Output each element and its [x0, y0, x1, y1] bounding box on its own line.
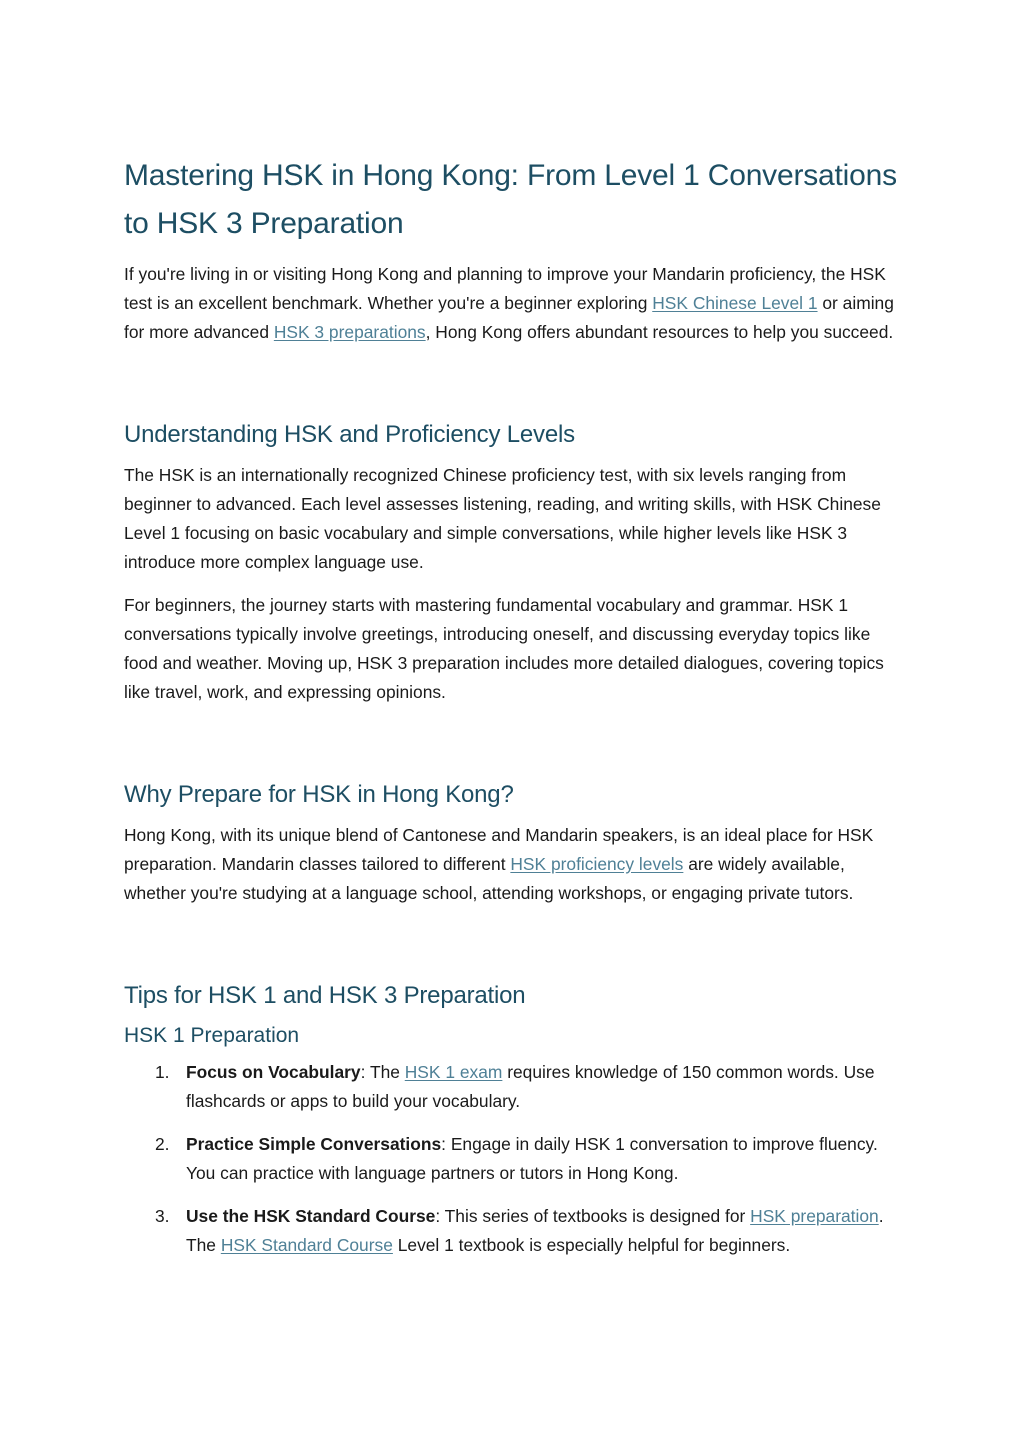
section-heading-understanding: Understanding HSK and Proficiency Levels: [124, 421, 575, 448]
link-hsk-chinese-level-1[interactable]: HSK Chinese Level 1: [652, 293, 818, 313]
intro-paragraph: [124, 260, 904, 347]
spacer: [124, 361, 904, 419]
intro-text-1: If you're living in or visiting Hong Kong and planning to improve your Mandarin proficiency, the HSK test is an excellent benchmark. Whether you're a beginner exploring: [124, 264, 886, 313]
list-item-text: . The: [186, 1206, 884, 1255]
list-item-text: requires knowledge of 150 common words. Use flashcards or apps to build your vocabulary.: [186, 1062, 875, 1111]
intro-text-2: or aiming for more advanced: [124, 293, 894, 342]
list-item: [124, 1202, 904, 1260]
section1-paragraph-1: The HSK is an internationally recognized Chinese proficiency test, with six levels ranging from beginner to advanced. Each level assesses listening, reading, and writing skills, with HSK Chinese Level 1 focusing on basic vocabulary and simple conversations, while higher levels like HSK 3 introduce more complex language use.: [124, 465, 881, 572]
section2-text-1: Hong Kong, with its unique blend of Cantonese and Mandarin speakers, is an ideal place for HSK preparation. Mandarin classes tailored to different: [124, 825, 874, 874]
link-hsk-proficiency-levels[interactable]: HSK proficiency levels: [510, 854, 684, 874]
spacer: [124, 721, 904, 779]
list-item-text: : Engage in daily HSK 1 conversation to improve fluency. You can practice with language partners or tutors in Hong Kong.: [186, 1134, 878, 1183]
link-hsk-preparation[interactable]: HSK preparation: [750, 1206, 879, 1226]
list-item-text: Level 1 textbook is especially helpful for beginners.: [392, 1235, 791, 1255]
section-heading-why-prepare: Why Prepare for HSK in Hong Kong?: [124, 781, 514, 808]
list-item-text: : The: [360, 1062, 405, 1082]
list-item-title: Focus on Vocabulary: [186, 1062, 361, 1082]
list-item-number: 2.: [155, 1134, 170, 1154]
page-title: Mastering HSK in Hong Kong: From Level 1 Conversations to HSK 3 Preparation: [124, 159, 897, 240]
list-item: [124, 1130, 904, 1188]
link-hsk-standard-course[interactable]: HSK Standard Course: [220, 1235, 393, 1255]
list-item: [124, 1058, 904, 1116]
spacer: [124, 922, 904, 980]
section-heading-tips: Tips for HSK 1 and HSK 3 Preparation: [124, 982, 526, 1009]
link-hsk-3-preparations[interactable]: HSK 3 preparations: [273, 322, 426, 342]
section2-text-2: are widely available, whether you're studying at a language school, attending workshops, or engaging private tutors.: [124, 854, 854, 903]
section1-paragraph-2: For beginners, the journey starts with mastering fundamental vocabulary and grammar. HSK 1 conversations typically involve greetings, introducing oneself, and discussing everyday topics like food and weather. Moving up, HSK 3 preparation includes more detailed dialogues, covering topics like travel, work, and expressing opinions.: [124, 595, 884, 702]
list-item-number: 3.: [155, 1206, 170, 1226]
intro-text-3: , Hong Kong offers abundant resources to help you succeed.: [425, 322, 894, 342]
tips-list: [124, 1058, 904, 1260]
list-item-text: : This series of textbooks is designed for: [435, 1206, 751, 1226]
list-item-title: Practice Simple Conversations: [186, 1134, 442, 1154]
document-body: [124, 152, 904, 1274]
link-hsk-1-exam[interactable]: HSK 1 exam: [404, 1062, 503, 1082]
section2-paragraph: [124, 821, 904, 908]
subheading-hsk1-preparation: HSK 1 Preparation: [124, 1024, 300, 1047]
list-item-number: 1.: [155, 1062, 170, 1082]
list-item-title: Use the HSK Standard Course: [186, 1206, 436, 1226]
